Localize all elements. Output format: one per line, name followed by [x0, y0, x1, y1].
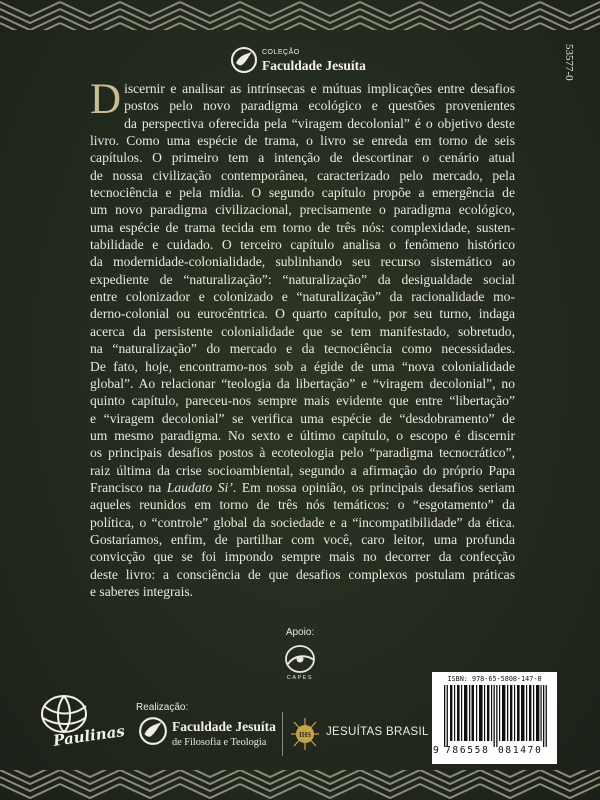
synopsis-line: e “viragem decolonial” se verifica uma espécie de “desdobramento” de — [90, 410, 515, 426]
collection-logo — [230, 46, 380, 78]
synopsis-line: um mesmo paradigma. No sexto e último capítulo, o escopo é discernir — [90, 427, 515, 443]
synopsis-line: convicção que se foi impondo sempre mais no decorrer da confecção — [90, 549, 515, 565]
ornament-band-bottom — [0, 770, 600, 800]
synopsis-line-laudato — [90, 479, 515, 496]
barcode-first-digit: 9 — [433, 745, 439, 756]
synopsis-line: da modernidade-colonialidade, sublinhando seu recurso sistemático ao — [90, 254, 515, 270]
faculty-logo — [138, 716, 288, 756]
barcode-left-group: 786558 — [445, 745, 490, 756]
synopsis-line: os principais desafios postos à ecoteologia pelo “paradigma tecnocrático”, — [90, 445, 515, 461]
logo-divider — [282, 712, 283, 756]
product-code-text: 53577-0 — [563, 44, 575, 81]
synopsis-line: Gostaríamos, enfim, de partilhar com você, caro leitor, uma profunda — [90, 531, 515, 547]
synopsis-line: uma espécie de trama tecida em torno de três nós: complexidade, susten- — [90, 219, 515, 235]
laudato-si-title: Laudato Si’ — [166, 479, 233, 495]
barcode — [432, 672, 557, 764]
synopsis-line: De fato, hoje, encontramo-nos sob a égide de uma “nova colonialidade — [90, 358, 515, 374]
synopsis-line: iscernir e analisar as intrínsecas e mútuas implicações entre desafios — [124, 81, 515, 96]
synopsis-line: acerca da persistente colonialidade que se tem manifestado, sobretudo, — [90, 323, 515, 339]
faculty-name: Faculdade Jesuíta — [172, 719, 276, 734]
synopsis-line: raiz última da crise socioambiental, segundo a afirmação do próprio Papa — [90, 462, 515, 478]
collection-label: COLEÇÃO — [262, 49, 300, 56]
jesuitas-brasil-label: JESUÍTAS BRASIL — [326, 726, 429, 738]
synopsis-line: da perspectiva oferecida pela “viragem decolonial” é o objetivo deste — [124, 115, 515, 131]
synopsis-line: quinto capítulo, pareceu-nos sempre mais evidente que entre “libertação” — [90, 393, 515, 409]
jesuit-seal-icon — [290, 716, 320, 752]
drop-cap: D — [90, 76, 122, 123]
synopsis-line: capítulos. O primeiro tem a intenção de descortinar o cenário atual — [90, 150, 515, 166]
dove-icon — [230, 46, 258, 74]
synopsis-line: e saberes integrais. — [90, 583, 194, 599]
synopsis-line: expediente de “naturalização”: “naturalização” da desigualdade social — [90, 271, 515, 287]
synopsis-fragment: Francisco na — [90, 479, 167, 495]
synopsis-line: livro. Como uma espécie de trama, o livro se enreda em torno de seis — [90, 133, 515, 149]
support-label: Apoio: — [285, 627, 315, 638]
faculty-subtitle: de Filosofia e Teologia — [172, 737, 267, 748]
jesuit-monogram: IHS — [298, 731, 312, 739]
synopsis-line: entre colonizador e colonizado e “naturalização” da racionalidade mo- — [90, 289, 515, 305]
synopsis-line: derno-colonial ou eurocêntrica. O quarto capítulo, por seu turno, indaga — [90, 306, 515, 322]
dove-icon — [138, 716, 168, 746]
synopsis-line: tecnociência e pela mídia. O segundo capítulo propõe a emergência de — [90, 185, 515, 201]
synopsis-line: global”. Ao relacionar “teologia da libertação” e “viragem decolonial”, no — [90, 375, 515, 391]
synopsis-fragment: . Em nossa opinião, os principais desafios seriam — [232, 479, 515, 495]
synopsis-line: tabilidade e cuidado. O terceiro capítulo analisa o fenômeno histórico — [90, 237, 515, 253]
capes-label: CAPES — [286, 675, 314, 681]
barcode-bars — [440, 685, 550, 747]
synopsis-line: aqueles reunidos em torno de três nós temáticos: o “esgotamento” da — [90, 497, 515, 513]
realizacao-label: Realização: — [136, 702, 189, 713]
synopsis-line: postos pelo novo paradigma ecológico e questões provenientes — [124, 98, 515, 114]
barcode-right-group: 081470 — [498, 745, 543, 756]
synopsis-line: na “naturalização” do mercado e da tecnociência como necessidades. — [90, 341, 515, 357]
ornament-band-top — [0, 0, 600, 30]
synopsis-line: um novo paradigma civilizacional, precisamente o paradigma ecológico, — [90, 202, 515, 218]
synopsis — [90, 76, 515, 600]
synopsis-line: de nossa civilização contemporânea, caracterizado pelo mercado, pela — [90, 167, 515, 183]
synopsis-line: política, o “controle” global da sociedade e a “incompatibilidade” da ética. — [90, 514, 515, 530]
synopsis-line: deste livro: a consciência de que desafios complexos postulam práticas — [90, 566, 515, 582]
product-code — [563, 44, 582, 104]
collection-name: Faculdade Jesuíta — [262, 58, 366, 73]
isbn-label: ISBN: 978-65-5808-147-0 — [447, 675, 542, 683]
publisher-name: Paulinas — [52, 721, 126, 750]
